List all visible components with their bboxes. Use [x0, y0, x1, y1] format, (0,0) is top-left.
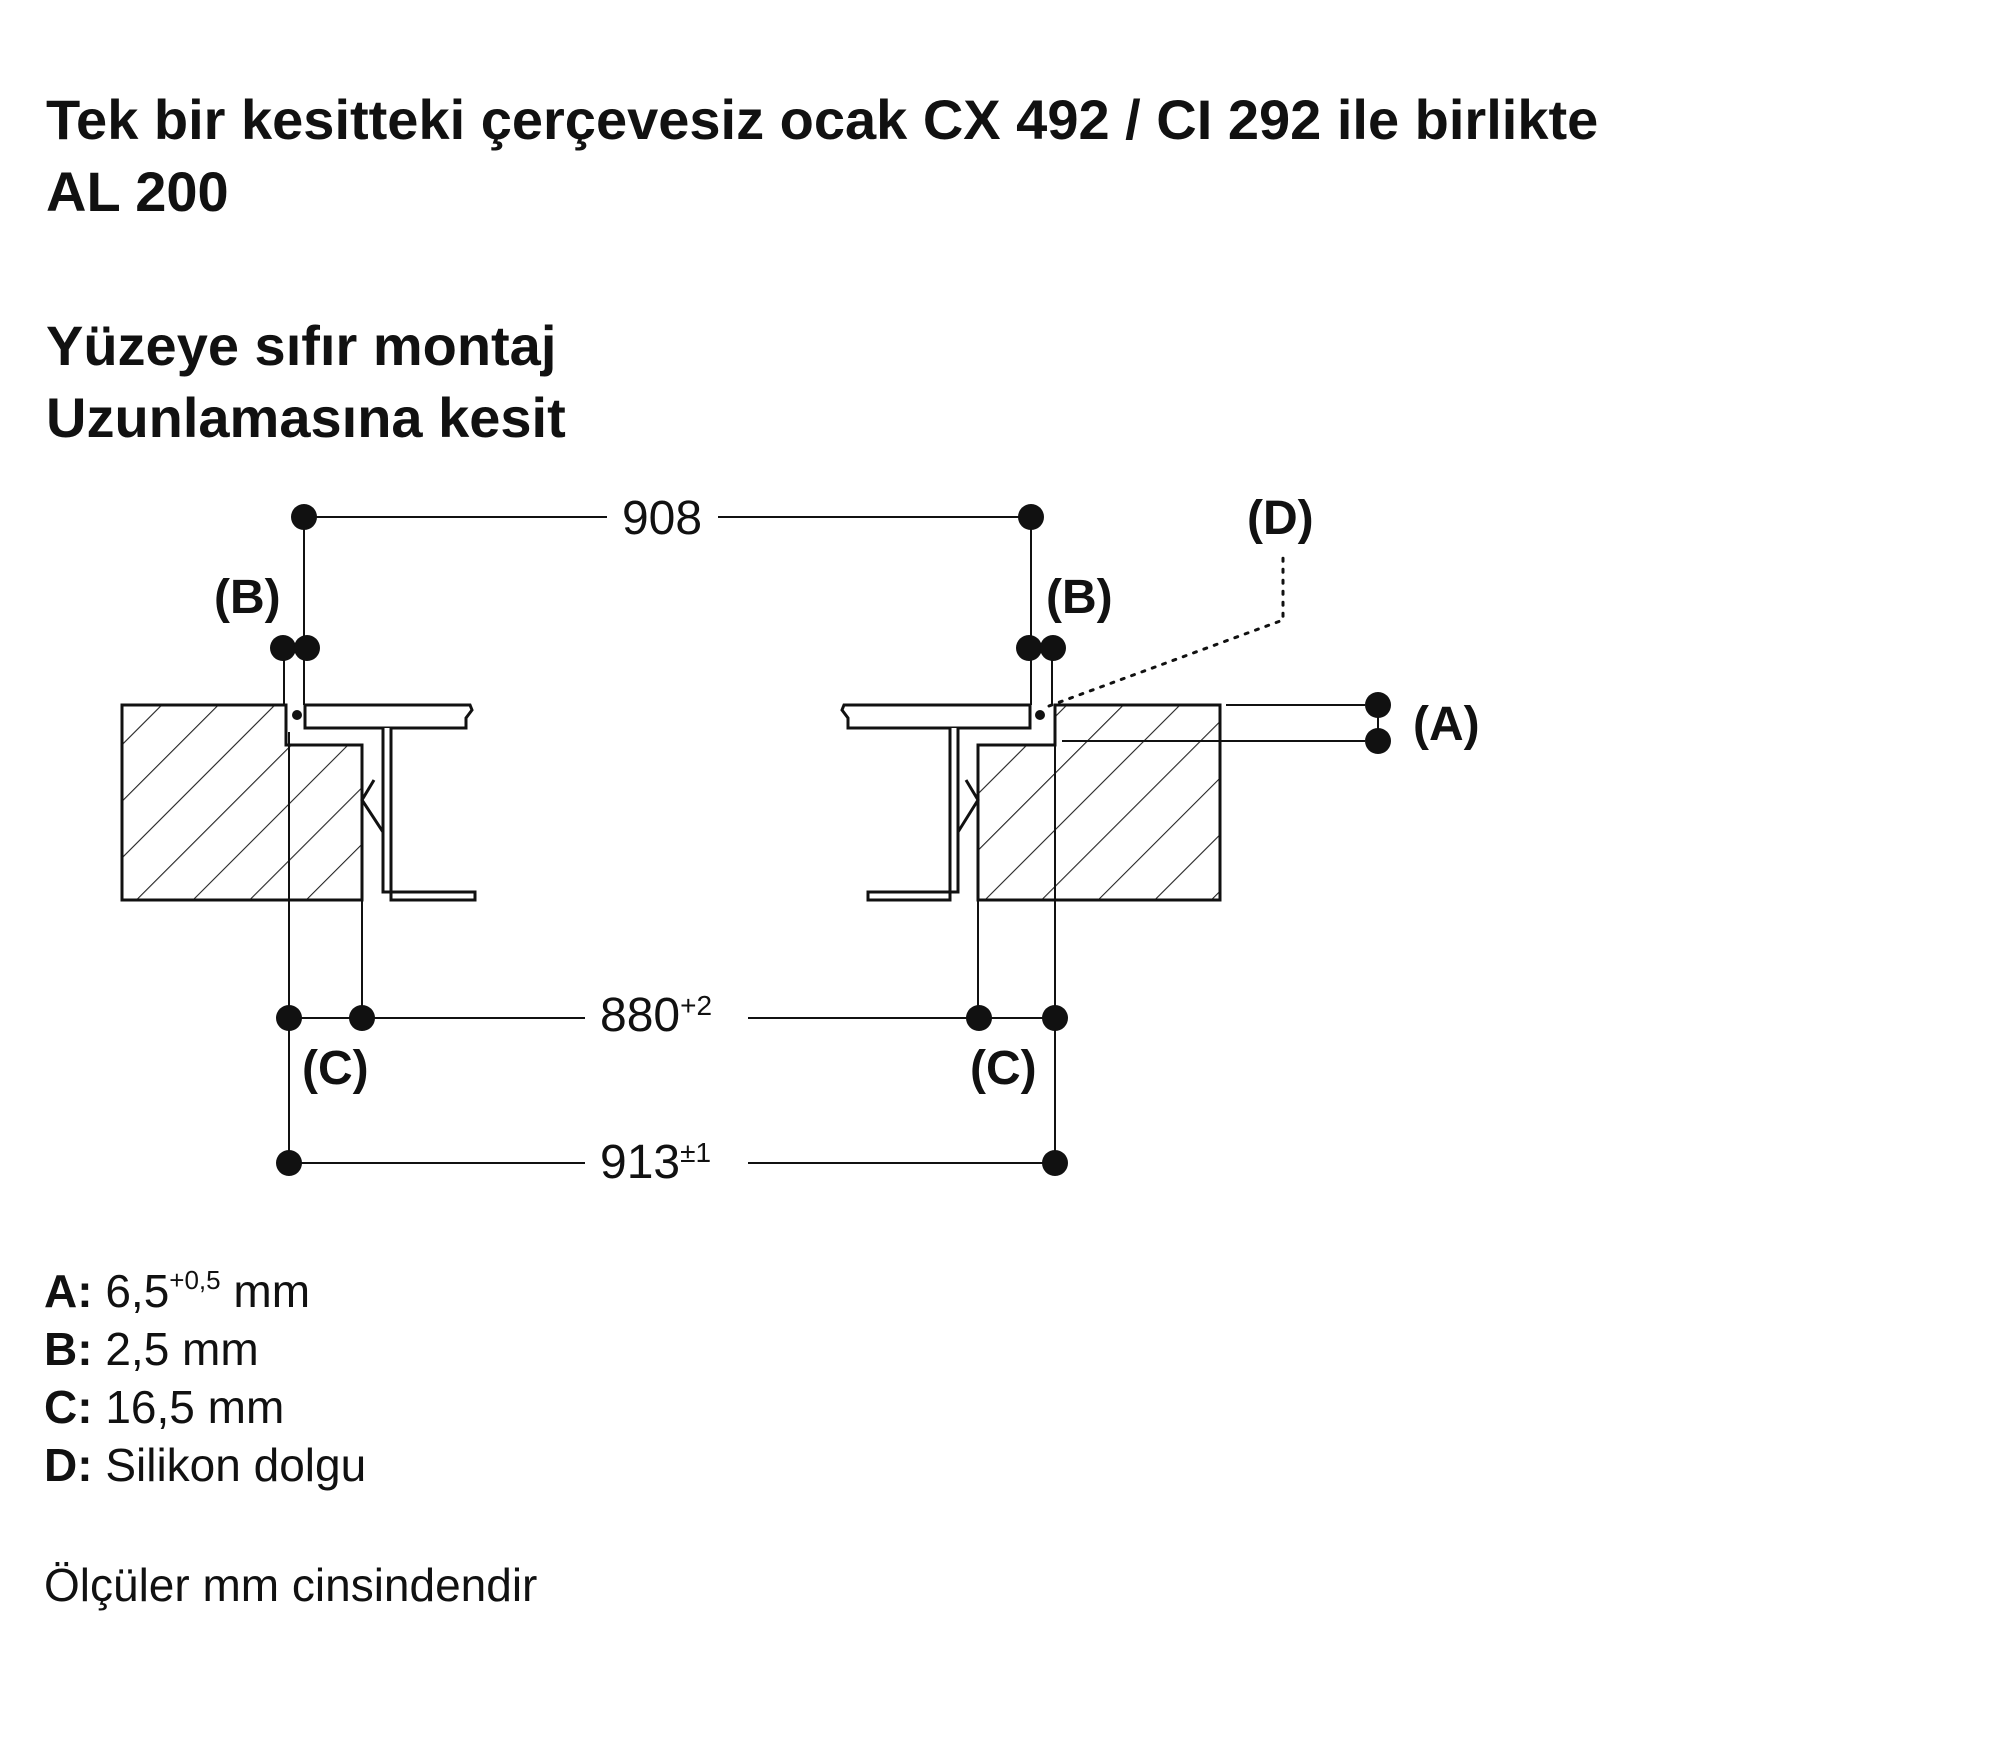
legend-key: A:	[44, 1265, 93, 1317]
label-d: (D)	[1247, 492, 1314, 545]
mounting-bracket-right	[868, 728, 958, 900]
legend-row-a	[44, 1262, 366, 1320]
legend-value: 2,5 mm	[105, 1323, 259, 1375]
legend-row-b	[44, 1320, 366, 1378]
legend-key: C:	[44, 1381, 93, 1433]
legend-key: B:	[44, 1323, 93, 1375]
dimension-913-tolerance: ±1	[680, 1137, 712, 1168]
countertop-left	[122, 705, 362, 900]
dimension-913-text	[600, 1136, 711, 1189]
legend-value: 16,5 mm	[105, 1381, 285, 1433]
label-c-right: (C)	[970, 1042, 1037, 1095]
dimension-dot	[1016, 635, 1042, 661]
title-line-1: Tek bir kesitteki çerçevesiz ocak CX 492 / CI 292 ile birlikte	[46, 88, 1599, 151]
cooktop-glass-left	[305, 705, 472, 728]
dimension-dot	[1040, 635, 1066, 661]
mounting-bracket-left	[383, 728, 475, 900]
legend-key: D:	[44, 1439, 93, 1491]
dimension-dot	[349, 1005, 375, 1031]
dimension-dot	[1042, 1150, 1068, 1176]
silicone-seal-dot-right	[1035, 710, 1045, 720]
dimension-dot	[1365, 692, 1391, 718]
spring-clip-right	[958, 780, 978, 832]
dimension-880-tolerance: +2	[680, 990, 713, 1021]
dimension-dot	[966, 1005, 992, 1031]
title-line-2: AL 200	[46, 160, 229, 223]
dimension-dot	[291, 504, 317, 530]
dimension-legend	[44, 1262, 366, 1494]
spring-clip-left	[362, 780, 383, 832]
dimension-dot	[276, 1005, 302, 1031]
section-heading	[46, 310, 566, 454]
dimension-908-text: 908	[621, 492, 703, 545]
units-note: Ölçüler mm cinsindendir	[44, 1559, 538, 1611]
countertop-right	[978, 705, 1220, 900]
label-b-left: (B)	[214, 571, 281, 624]
legend-tolerance: +0,5	[169, 1265, 221, 1295]
dimension-880-text	[600, 989, 712, 1042]
label-b-right: (B)	[1046, 571, 1113, 624]
legend-row-d	[44, 1436, 366, 1494]
subtitle-line-1: Yüzeye sıfır montaj	[46, 314, 557, 377]
legend-unit: mm	[220, 1265, 311, 1317]
legend-row-c	[44, 1378, 366, 1436]
dimension-dot	[1365, 728, 1391, 754]
legend-value: Silikon dolgu	[105, 1439, 367, 1491]
silicone-seal-dot-left	[292, 710, 302, 720]
dimension-913-value: 913	[600, 1136, 681, 1189]
dimension-dot	[1018, 504, 1044, 530]
dimension-dot	[276, 1150, 302, 1176]
label-a: (A)	[1413, 698, 1480, 751]
dimension-dot	[1042, 1005, 1068, 1031]
label-c-left: (C)	[302, 1042, 369, 1095]
legend-value: 6,5	[105, 1265, 170, 1317]
cooktop-glass-right	[842, 705, 1030, 728]
dimension-880-value: 880	[600, 989, 681, 1042]
dimension-dot	[270, 635, 296, 661]
dimension-dot	[294, 635, 320, 661]
subtitle-line-2: Uzunlamasına kesit	[46, 386, 566, 449]
page-title	[46, 84, 1598, 228]
cross-section-diagram	[0, 470, 2000, 1210]
